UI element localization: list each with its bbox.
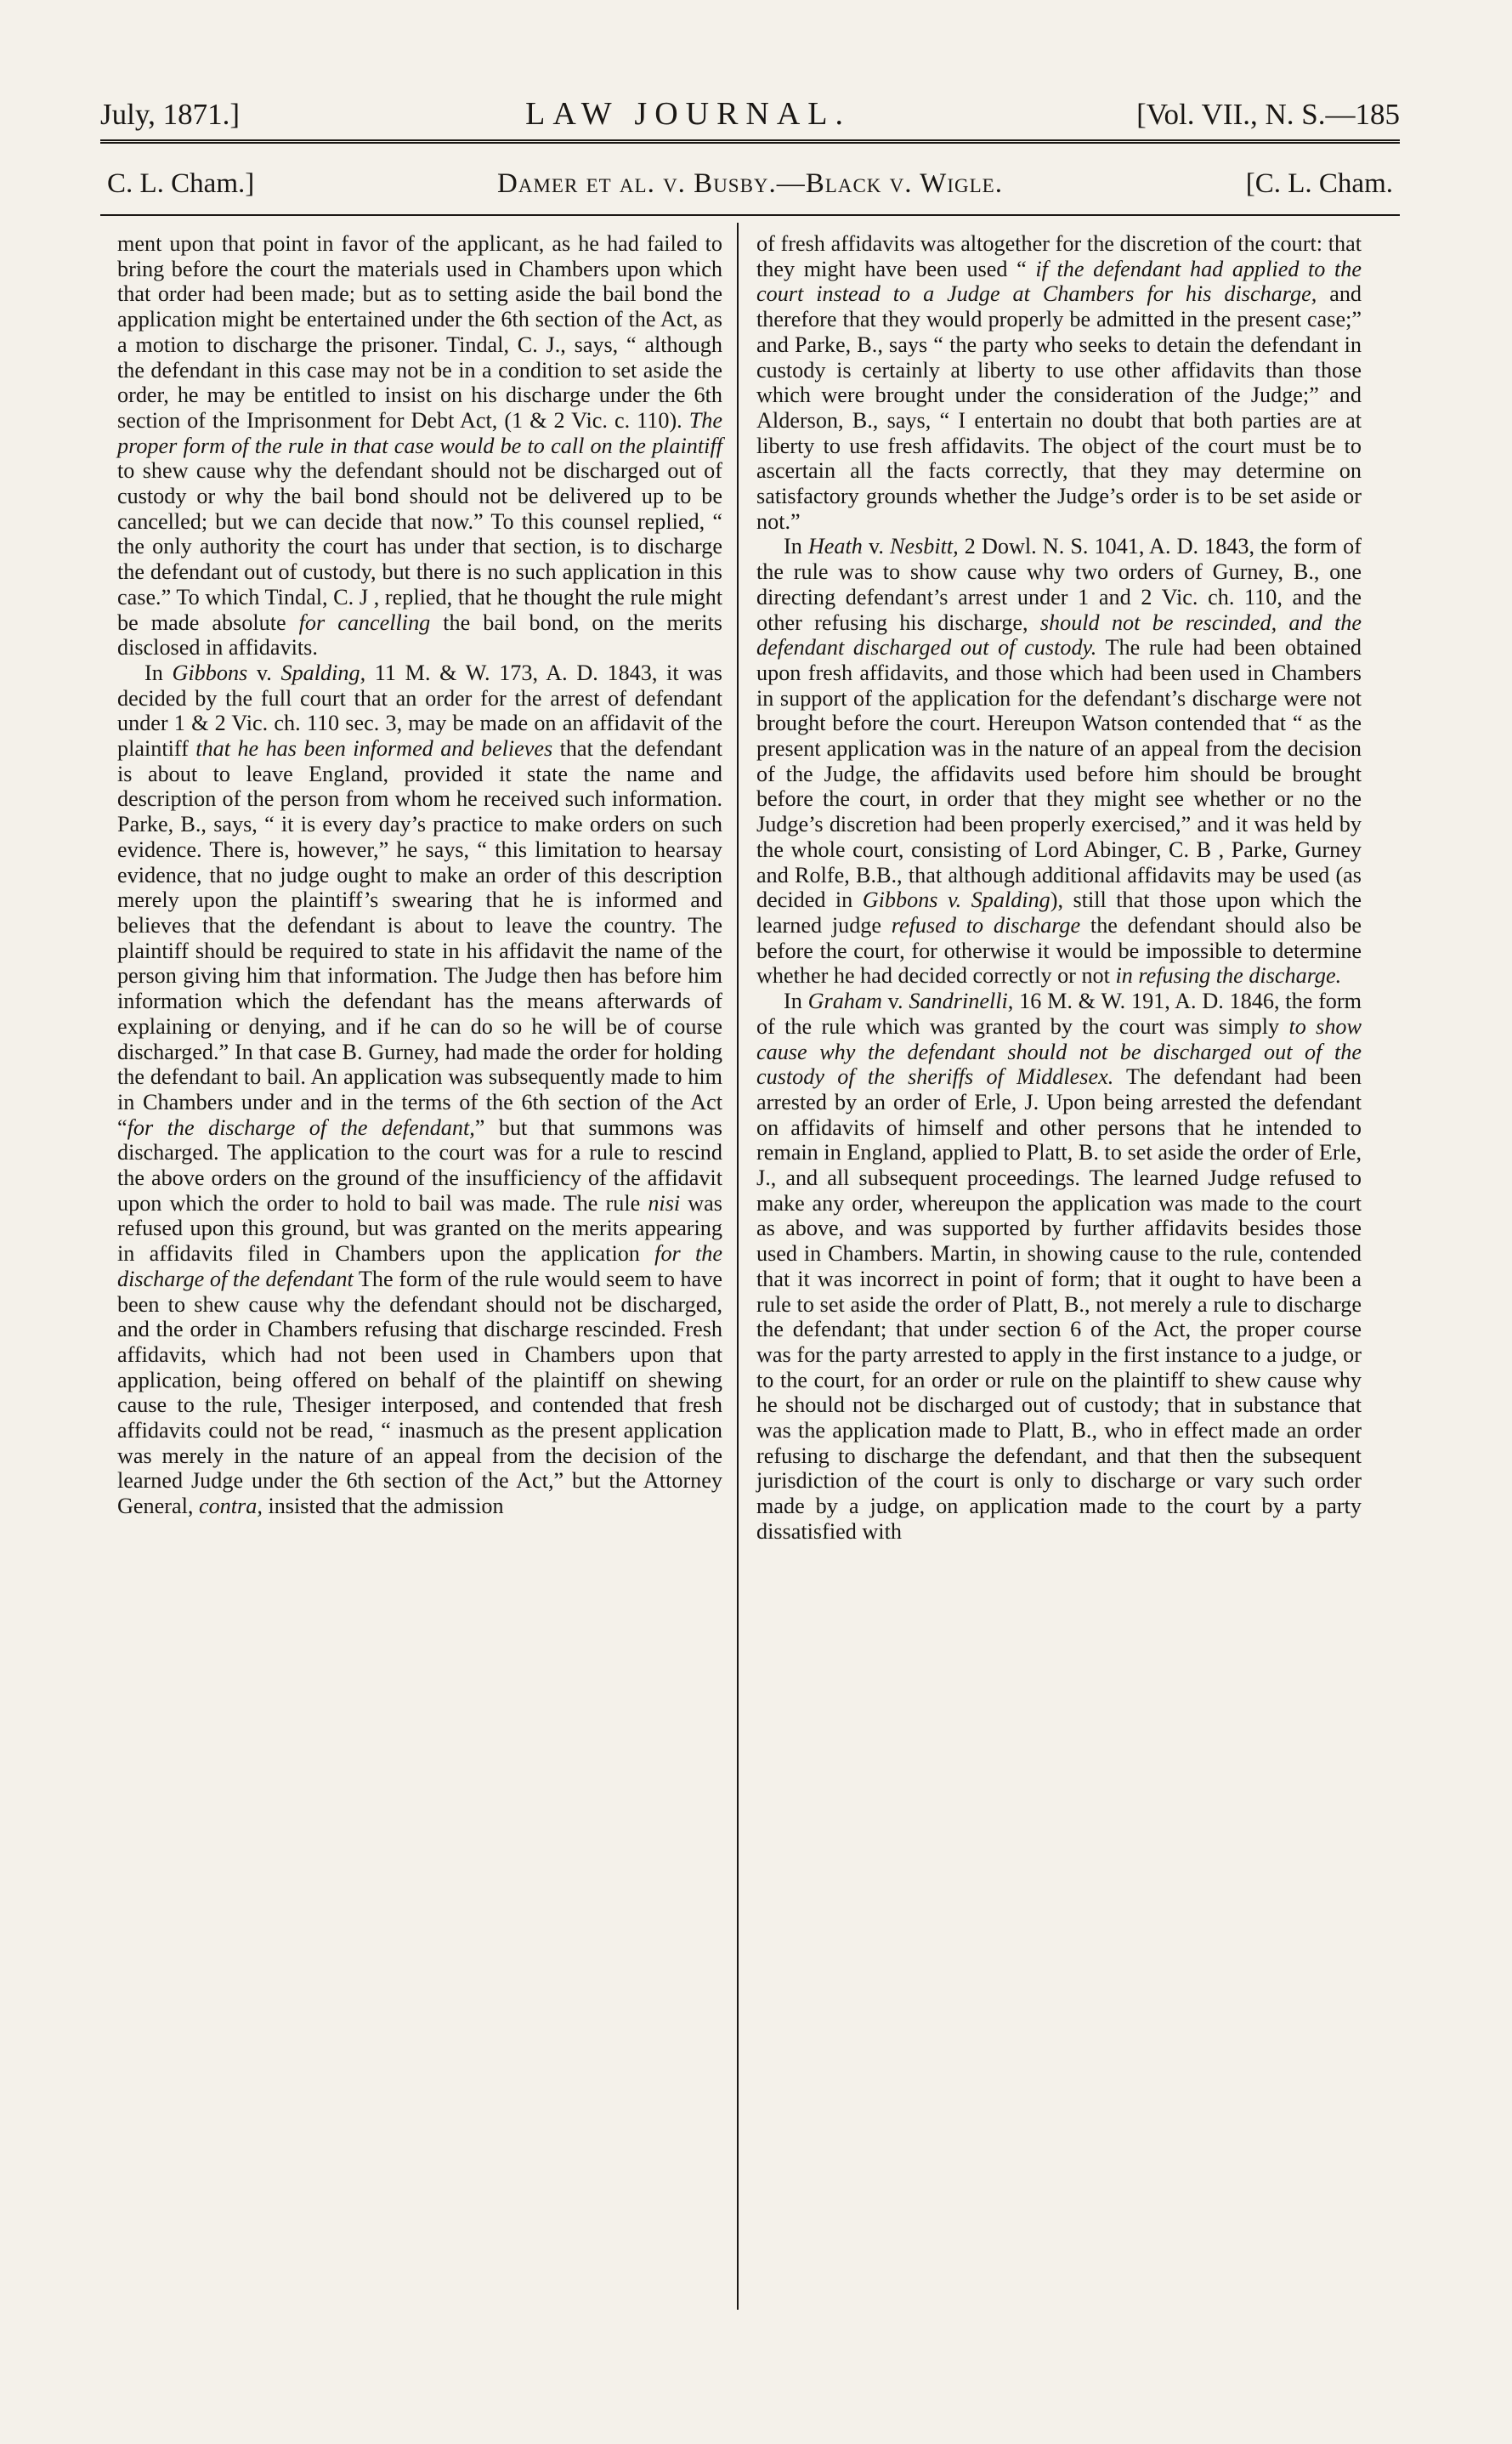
running-head: [100, 95, 1400, 133]
paragraph: of fresh affidavits was altogether for the discretion of the court: that they might have been used “ if the defendant had applied to the court instead to a Judge at Chambers for his discharge, and therefore that they would properly be admitted in the present case;” and Parke, B., says “ the party who seeks to detain the defendant in custody is certainly at liberty to use other affidavits than those which were brought under the consideration of the Judge;” and Alderson, B., says, “ I entertain no doubt that both parties are at liberty to use fresh affidavits. The object of the court must be to ascertain all the facts correctly, that they may determine on satisfactory grounds whether the Judge’s order is to be set aside or not.”: [756, 231, 1362, 534]
case-court-right: [C. L. Cham.: [1245, 168, 1393, 199]
issue-date: July, 1871.]: [100, 98, 240, 131]
case-header: [107, 168, 1393, 200]
paragraph: In Graham v. Sandrinelli, 16 M. & W. 191, A. D. 1846, the form of the rule which was granted by the court was simply to show cause why the defendant should not be discharged out of the custody of the sheriffs of Middlesex. The defendant had been arrested by an order of Erle, J. Upon being arrested the defendant on affidavits of himself and other persons that he intended to remain in England, applied to Platt, B. to set aside the order of Erle, J., and all subsequent proceedings. The learned Judge refused to make any order, whereupon the application was made to the court as above, and was supported by further affidavits besides those used in Chambers. Martin, in showing cause to the rule, contended that it was incorrect in point of form; that it ought to have been a rule to set aside the order of Platt, B., not merely a rule to discharge the defendant; that under section 6 of the Act, the proper course was for the party arrested to apply in the first instance to a judge, or to the court, for an order or rule on the plaintiff to shew cause why he should not be discharged out of custody; that in substance that was the application made to Platt, B., who in effect made an order refusing to discharge the defendant, and that then the subsequent jurisdiction of the court is only to discharge or vary such order made by a judge, on application made to the court by a party dissatisfied with: [756, 989, 1362, 1544]
paragraph: In Gibbons v. Spalding, 11 M. & W. 173, A. D. 1843, it was decided by the full court that an order for the arrest of defendant under 1 & 2 Vic. ch. 110 sec. 3, may be made on an affidavit of the plaintiff that he has been informed and believes that the defendant is about to leave England, provided it state the name and description of the person from whom he received such information. Parke, B., says, “ it is every day’s practice to make orders on such evidence. There is, however,” he says, “ this limitation to hearsay evidence, that no judge ought to make an order of this description merely upon the plaintiff’s swearing that he is informed and believes that the defendant is about to leave the country. The plaintiff should be required to state in his affidavit the name of the person giving him that information. The Judge then has before him information which the defendant has the means afterwards of explaining or denying, and if he can do so he will be of course discharged.” In that case B. Gurney, had made the order for holding the defendant to bail. An application was subsequently made to him in Chambers under and in the terms of the 6th section of the Act “for the discharge of the defendant,” but that summons was discharged. The application to the court was for a rule to rescind the above orders on the ground of the insufficiency of the affidavit upon which the order to hold to bail was made. The rule nisi was refused upon this ground, but was granted on the merits appearing in affidavits filed in Chambers upon the application for the discharge of the defendant The form of the rule would seem to have been to shew cause why the defendant should not be discharged, and the order in Chambers refusing that discharge rescinded. Fresh affidavits, which had not been used in Chambers upon that application, being offered on behalf of the plaintiff on shewing cause to the rule, Thesiger interposed, and contended that fresh affidavits could not be read, “ inasmuch as the present application was merely in the nature of an appeal from the decision of the learned Judge under the 6th section of the Act,” but the Attorney General, contra, insisted that the admission: [117, 660, 722, 1519]
header-rule: [100, 139, 1400, 144]
column-divider: [737, 223, 739, 2310]
right-column: [756, 231, 1362, 1545]
left-column: [117, 231, 722, 1519]
volume-page: [Vol. VII., N. S.—185: [1136, 98, 1400, 131]
paragraph: In Heath v. Nesbitt, 2 Dowl. N. S. 1041, A. D. 1843, the form of the rule was to show cause why two orders of Gurney, B., one directing defendant’s arrest under 1 and 2 Vic. ch. 110, and the other refusing his discharge, should not be rescinded, and the defendant discharged out of custody. The rule had been obtained upon fresh affidavits, and those which had been used in Chambers in support of the application for the defendant’s discharge were not brought before the court. Hereupon Watson contended that “ as the present application was in the nature of an appeal from the decision of the Judge, the affidavits used before him should be brought before the court, in order that they might see whether or no the Judge’s discretion had been properly exercised,” and it was held by the whole court, consisting of Lord Abinger, C. B , Parke, Gurney and Rolfe, B.B., that although additional affidavits may be used (as decided in Gibbons v. Spalding), still that those upon which the learned judge refused to discharge the defendant should also be before the court, for otherwise it would be impossible to determine whether he had decided correctly or not in refusing the discharge.: [756, 534, 1362, 989]
journal-title: LAW JOURNAL.: [525, 96, 852, 132]
case-court-left: C. L. Cham.]: [107, 168, 255, 199]
case-header-rule: [100, 214, 1400, 216]
case-title: Damer et al. v. Busby.—Black v. Wigle.: [497, 168, 1003, 199]
paragraph: ment upon that point in favor of the applicant, as he had failed to bring before the court the materials used in Chambers upon which that order had been made; but as to setting aside the bail bond the application might be entertained under the 6th section of the Act, as a motion to discharge the prisoner. Tindal, C. J., says, “ although the defendant in this case may not be in a condition to set aside the order, he may be entitled to insist on his discharge under the 6th section of the Imprisonment for Debt Act, (1 & 2 Vic. c. 110). The proper form of the rule in that case would be to call on the plaintiff to shew cause why the defendant should not be discharged out of custody or why the bail bond should not be delivered up to be cancelled; but we can decide that now.” To this counsel replied, “ the only authority the court has under that section, is to discharge the defendant out of custody, but there is no such application in this case.” To which Tindal, C. J , replied, that he thought the rule might be made absolute for cancelling the bail bond, on the merits disclosed in affidavits.: [117, 231, 722, 661]
